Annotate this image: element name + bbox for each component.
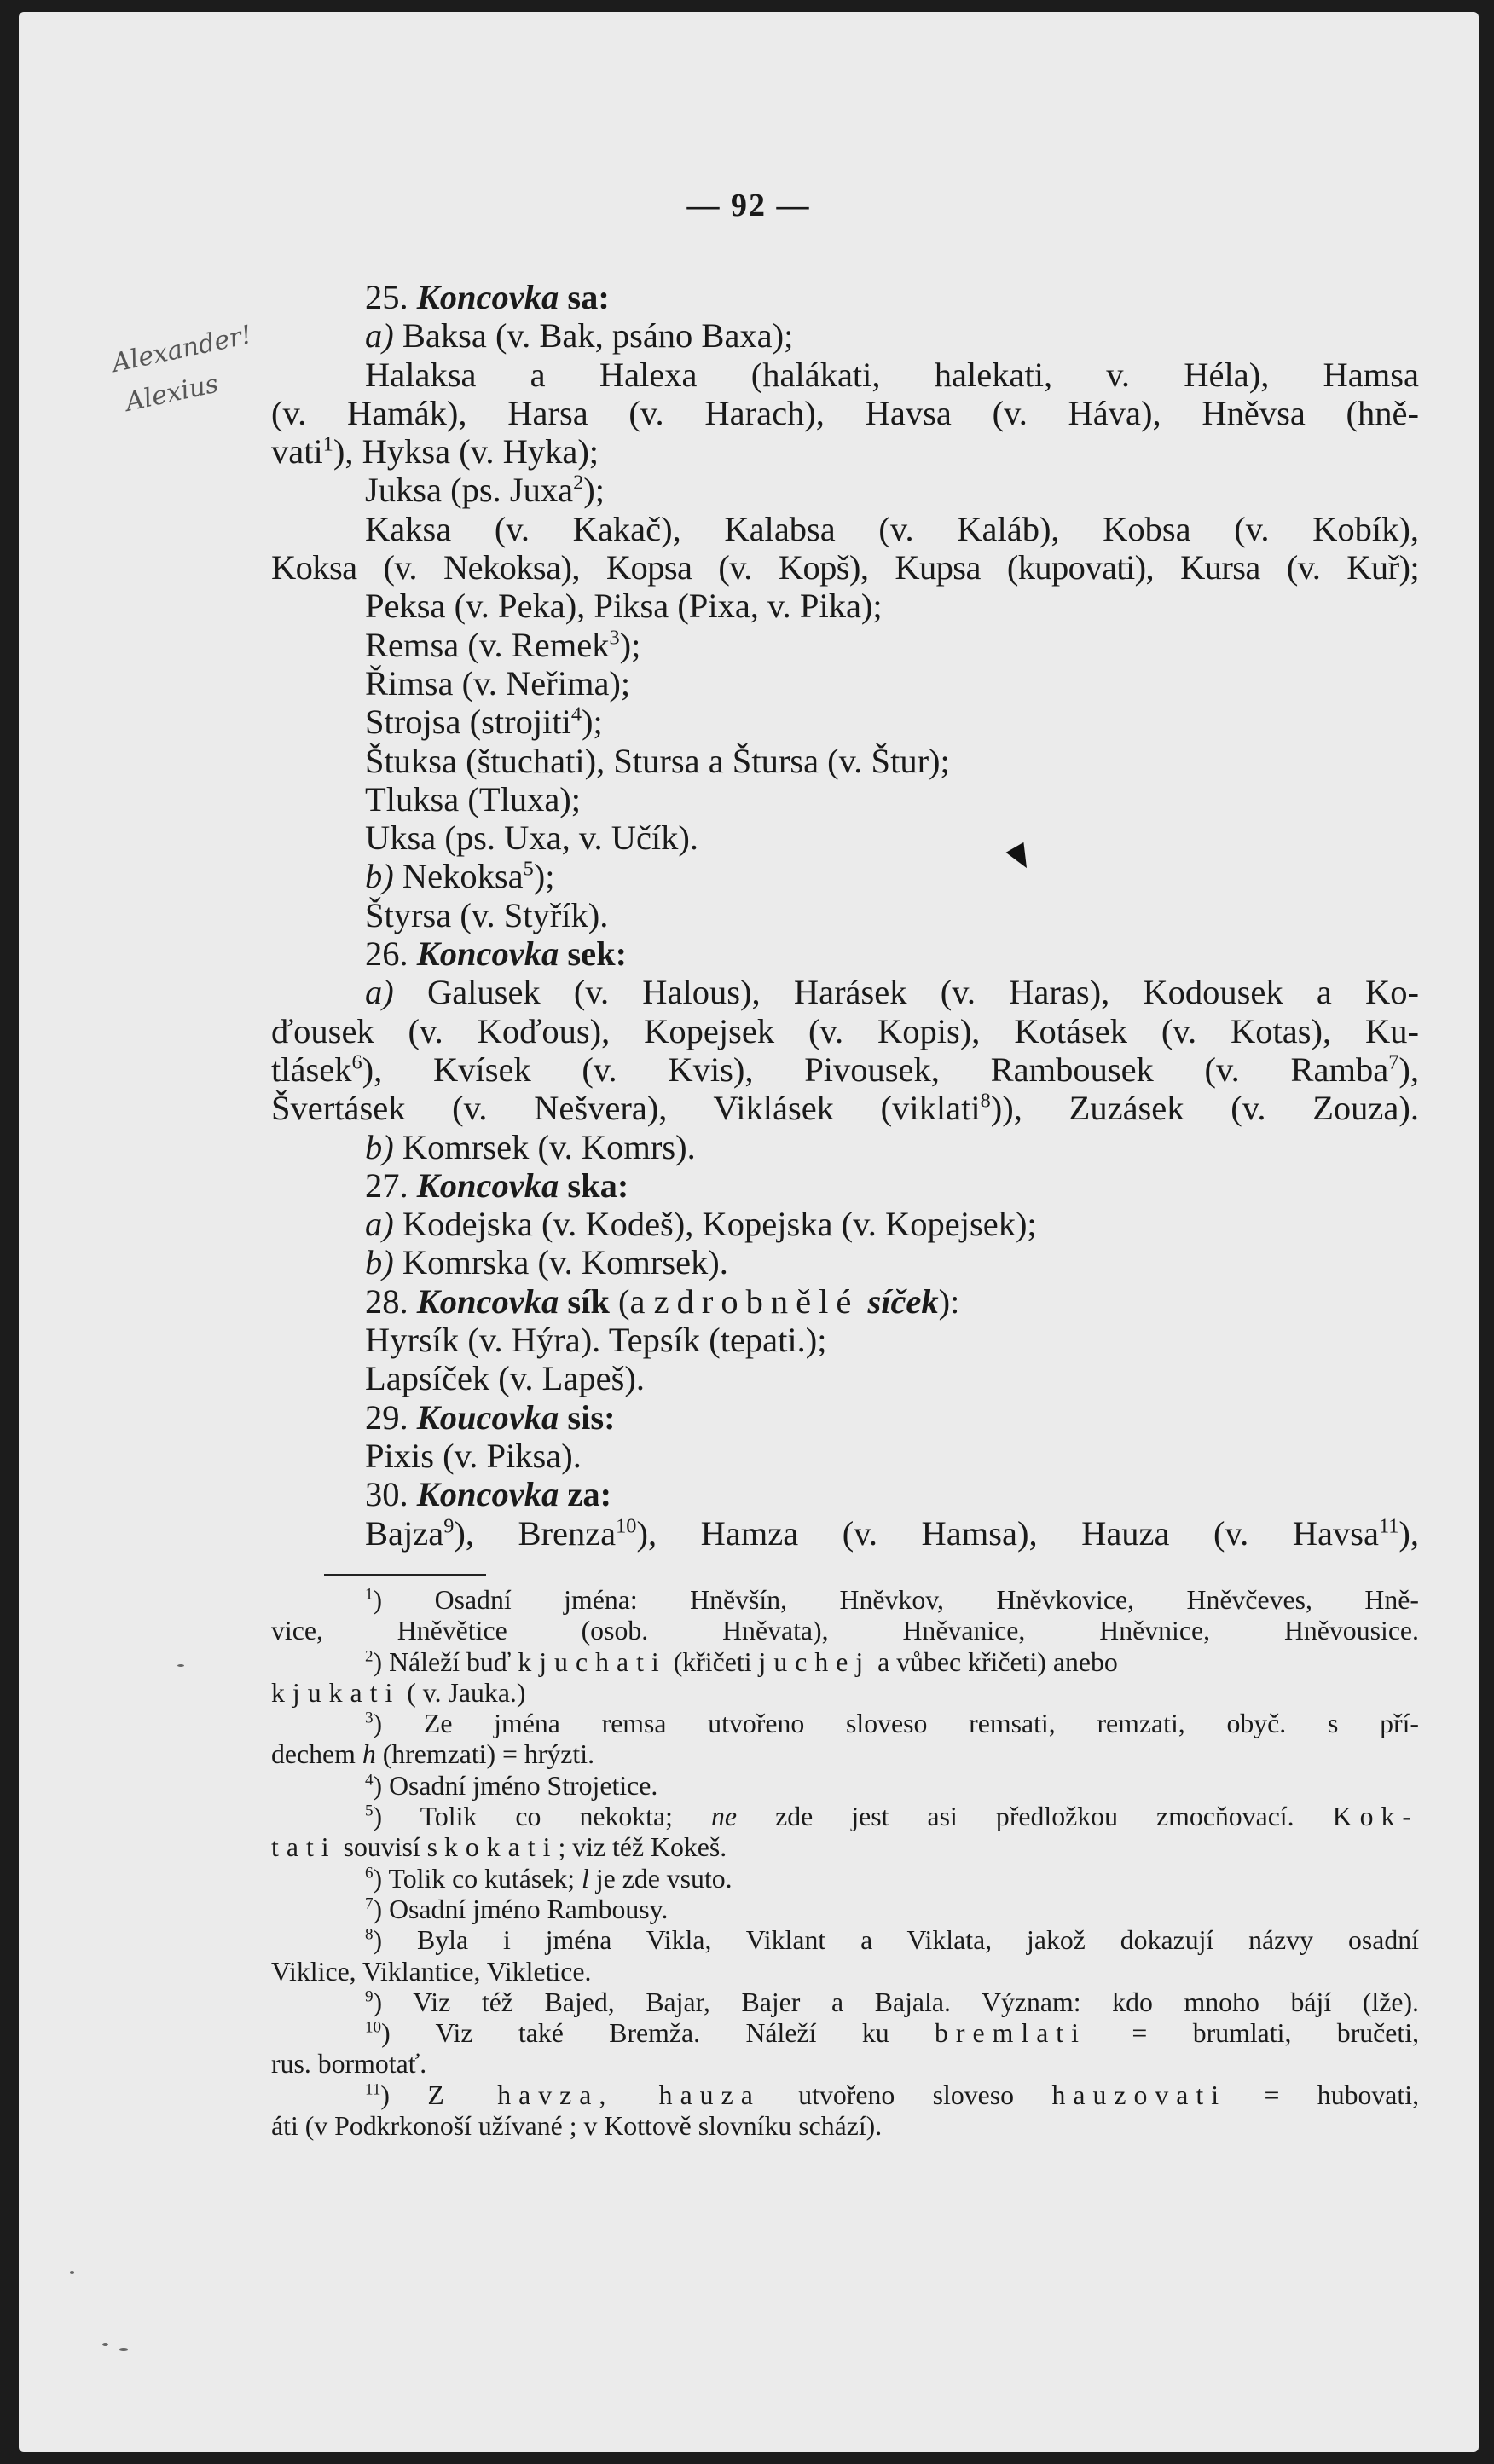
- footnote-line: rus. bormotať.: [271, 2049, 427, 2079]
- footnote: $^9$) Viz též Bajed, Bajar, Bajer a Bajala. Význam: kdo mnoho bájí (lže).: [365, 1987, 1420, 2017]
- text-line: Remsa (v. Remek$^3$);: [365, 625, 641, 664]
- text-line: ďousek (v. Koďous), Kopejsek (v. Kopis), Kotásek (v. Kotas), Ku-: [271, 1011, 1419, 1050]
- section-heading: 26. Koncovka sek:: [365, 934, 628, 974]
- scan-speck: [70, 2271, 74, 2274]
- text-line: vati$^1$), Hyksa (v. Hyka);: [271, 432, 599, 471]
- main-text: [271, 278, 1419, 1553]
- section-heading: 27. Koncovka ska:: [365, 1165, 629, 1205]
- text-line: Hyrsík (v. Hýra). Tepsík (tepati.);: [365, 1321, 827, 1360]
- text-line: a) Kodejska (v. Kodeš), Kopejska (v. Kopejsek);: [365, 1205, 1037, 1244]
- section-heading: 25. Koncovka sa:: [365, 278, 610, 316]
- scan-speck: [102, 2343, 108, 2346]
- page-number: — 92 —: [686, 188, 811, 223]
- text-line: b) Komrska (v. Komrsek).: [365, 1243, 728, 1282]
- footnote: $^5$) Tolik co nekokta; ne zde jest asi předložkou zmocňovací. Kok-: [365, 1802, 1420, 1832]
- text-line: Juksa (ps. Juxa$^2$);: [365, 471, 605, 510]
- text-line: b) Komrsek (v. Komrs).: [365, 1127, 696, 1166]
- scan-speck: [177, 1664, 184, 1667]
- text-line: b) Nekoksa$^5$);: [365, 857, 555, 896]
- text-line: Štyrsa (v. Styřík).: [365, 895, 609, 934]
- text-line: Bajza$^9$), Brenza$^{10}$), Hamza (v. Hamsa), Hauza (v. Havsa$^{11}$),: [365, 1513, 1419, 1553]
- footnote: $^3$) Ze jména remsa utvořeno sloveso remsati, remzati, obyč. s pří-: [365, 1709, 1420, 1739]
- footnotes: [271, 1585, 1419, 2142]
- handwritten-line: Alexius: [123, 368, 222, 418]
- text-line: Peksa (v. Peka), Piksa (Pixa, v. Pika);: [365, 587, 883, 626]
- footnote: $^2$) Náleží buď kjuchati (křičeti juchej a vůbec křičeti) anebo: [365, 1646, 1118, 1677]
- footnote-line: dechem h (hremzati) = hrýzti.: [271, 1739, 595, 1770]
- text-line: a) Galusek (v. Halous), Harásek (v. Haras), Kodousek a Ko-: [365, 973, 1420, 1012]
- text-line: a) Baksa (v. Bak, psáno Baxa);: [365, 316, 794, 356]
- text-line: Pixis (v. Piksa).: [365, 1436, 582, 1475]
- footnote: $^1$) Osadní jména: Hněvšín, Hněvkov, Hněvkovice, Hněvčeves, Hně-: [365, 1585, 1419, 1615]
- footnote-line: áti (v Podkrkonoší užívané ; v Kottově slovníku schází).: [271, 2111, 883, 2142]
- footnote: $^8$) Byla i jména Vikla, Viklant a Viklata, jakož dokazují názvy osadní: [365, 1925, 1419, 1956]
- handwritten-note: [108, 315, 264, 425]
- handwritten-line: Alexander!: [109, 320, 255, 379]
- text-line: Tluksa (Tluxa);: [365, 779, 582, 818]
- text-line: Švertásek (v. Nešvera), Viklásek (viklati$^8$)), Zuzásek (v. Zouza).: [271, 1089, 1419, 1128]
- footnote: $^7$) Osadní jméno Rambousy.: [365, 1894, 669, 1924]
- text-line: Uksa (ps. Uxa, v. Učík).: [365, 818, 699, 858]
- footnote: $^{10}$) Viz také Bremža. Náleží ku bremlati = brumlati, bručeti,: [365, 2018, 1420, 2049]
- scanned-page: [19, 12, 1479, 2452]
- footnote-line: Viklice, Viklantice, Vikletice.: [271, 1956, 592, 1987]
- text-line: tlásek$^6$), Kvísek (v. Kvis), Pivousek, Rambousek (v. Ramba$^7$),: [271, 1050, 1419, 1089]
- footnote-line: vice, Hněvětice (osob. Hněvata), Hněvanice, Hněvnice, Hněvousice.: [271, 1616, 1419, 1646]
- section-heading: 28. Koncovka sík (a zdrobnělé síček):: [365, 1281, 960, 1321]
- scan-speck: [119, 2348, 128, 2351]
- section-heading: 30. Koncovka za:: [365, 1475, 612, 1514]
- text-line: Kaksa (v. Kakač), Kalabsa (v. Kaláb), Kobsa (v. Kobík),: [365, 509, 1419, 548]
- section-heading: 29. Koucovka sis:: [365, 1397, 616, 1437]
- footnote-line: tati souvisí s kokati; viz též Kokeš.: [271, 1832, 727, 1863]
- footnote-line: kjukati ( v. Jauka.): [271, 1677, 526, 1708]
- footnote: $^{11}$) Z havza, hauza utvořeno sloveso hauzovati = hubovati,: [365, 2079, 1420, 2110]
- footnote: $^4$) Osadní jméno Strojetice.: [365, 1770, 658, 1801]
- text-line: Lapsíček (v. Lapeš).: [365, 1359, 645, 1398]
- text-line: (v. Hamák), Harsa (v. Harach), Havsa (v. Háva), Hněvsa (hně-: [271, 393, 1419, 432]
- footnote-rule: [324, 1574, 486, 1576]
- text-line: Řimsa (v. Neřima);: [365, 663, 631, 703]
- text-line: Halaksa a Halexa (halákati, halekati, v. Héla), Hamsa: [365, 355, 1419, 394]
- text-line: Strojsa (strojiti$^4$);: [365, 703, 603, 742]
- text-line: Koksa (v. Nekoksa), Kopsa (v. Kopš), Kupsa (kupovati), Kursa (v. Kuř);: [271, 548, 1419, 587]
- text-line: Štuksa (štuchati), Stursa a Štursa (v. Štur);: [365, 741, 950, 780]
- footnote: $^6$) Tolik co kutásek; l je zde vsuto.: [365, 1863, 733, 1894]
